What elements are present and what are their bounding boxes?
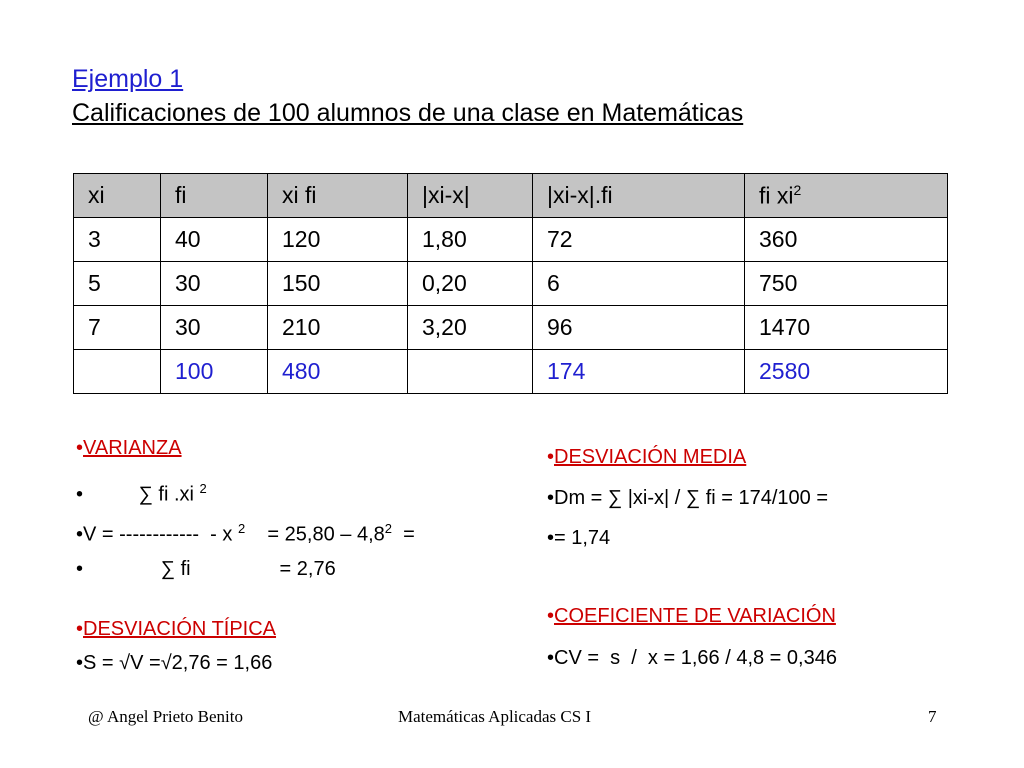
total-cell: 2580: [745, 350, 948, 394]
total-cell: 100: [161, 350, 268, 394]
cell: 150: [268, 262, 408, 306]
cell: 750: [745, 262, 948, 306]
header-xi: xi: [74, 174, 161, 218]
varianza-line-2: •V = ------------ - x $^2$ = $25,80 - 4,8^2$ =: [76, 521, 415, 546]
cell: 120: [268, 218, 408, 262]
varianza-title: VARIANZA: [83, 437, 182, 459]
cell: 5: [74, 262, 161, 306]
header-abs-dev: |xi-x|: [408, 174, 533, 218]
cell: 30: [161, 306, 268, 350]
tipica-formula: •S = √V =√2,76 = 1,66: [76, 652, 273, 674]
varianza-title-line: •VARIANZA: [76, 437, 182, 459]
varianza-line-1: • ∑ fi .xi $^2$: [76, 481, 207, 506]
cell: 6: [533, 262, 745, 306]
slide-heading: [72, 62, 743, 130]
media-line-1: •Dm = ∑ |xi-x| / ∑ fi = 174/100 =: [547, 487, 829, 509]
cell: 1,80: [408, 218, 533, 262]
tipica-title: DESVIACIÓN TÍPICA: [83, 618, 277, 640]
cell: 30: [161, 262, 268, 306]
cv-title-line: •COEFICIENTE DE VARIACIÓN: [547, 605, 836, 627]
tipica-title-line: •DESVIACIÓN TÍPICA: [76, 618, 277, 640]
header-fi-xi2: fi $xi^2$: [745, 174, 948, 218]
varianza-line-3: • ∑ fi = 2,76: [76, 558, 336, 580]
total-cell: 480: [268, 350, 408, 394]
cell: 72: [533, 218, 745, 262]
cell: 360: [745, 218, 948, 262]
header-fi: fi: [161, 174, 268, 218]
header-abs-dev-fi: |xi-x|.fi: [533, 174, 745, 218]
media-line-2: •= 1,74: [547, 527, 611, 549]
media-title-line: •DESVIACIÓN MEDIA: [547, 446, 747, 468]
total-cell: [408, 350, 533, 394]
total-cell: [74, 350, 161, 394]
total-cell: 174: [533, 350, 745, 394]
cell: 40: [161, 218, 268, 262]
example-subtitle: Calificaciones de 100 alumnos de una clase en Matemáticas: [72, 99, 744, 127]
table-row: [74, 218, 948, 262]
cell: 3,20: [408, 306, 533, 350]
example-title: Ejemplo 1: [72, 65, 184, 93]
cell: 7: [74, 306, 161, 350]
header-xifi: xi fi: [268, 174, 408, 218]
media-title: DESVIACIÓN MEDIA: [554, 446, 747, 468]
table-row: [74, 262, 948, 306]
cell: 3: [74, 218, 161, 262]
footer-page-number: 7: [928, 707, 937, 726]
cell: 210: [268, 306, 408, 350]
cell: 96: [533, 306, 745, 350]
footer-course: Matemáticas Aplicadas CS I: [398, 707, 592, 726]
table-row: [74, 306, 948, 350]
cv-formula: •CV = s / x = 1,66 / 4,8 = 0,346: [547, 647, 837, 669]
footer-author: @ Angel Prieto Benito: [88, 707, 243, 726]
table-totals-row: [74, 350, 948, 394]
cell: 1470: [745, 306, 948, 350]
cv-title: COEFICIENTE DE VARIACIÓN: [554, 605, 836, 627]
frequency-table: [73, 173, 948, 394]
table-header-row: [74, 174, 948, 218]
cell: 0,20: [408, 262, 533, 306]
